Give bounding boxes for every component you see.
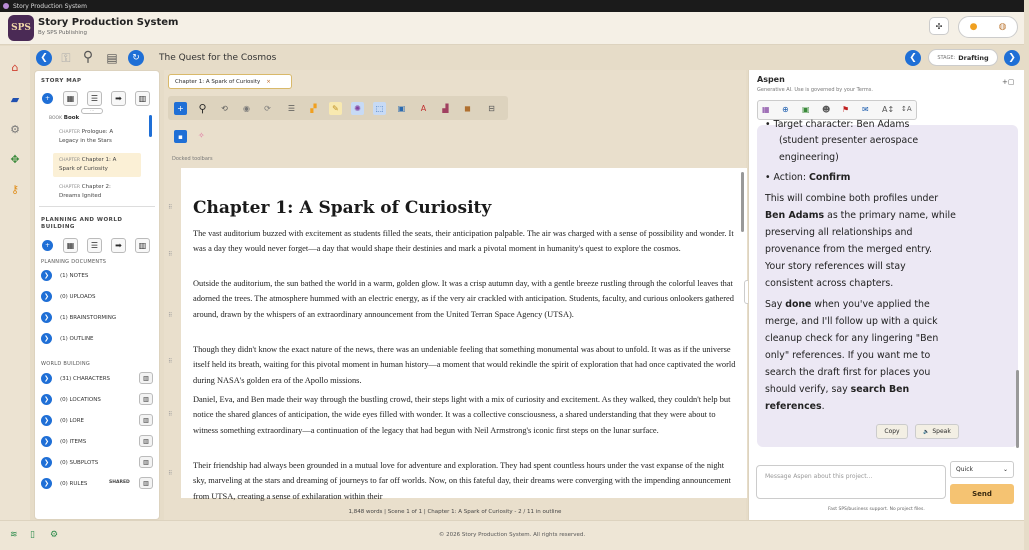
story-map-title: STORY MAP	[41, 78, 82, 84]
grid-icon[interactable]: ▦	[762, 105, 770, 114]
doc-icon[interactable]: ▥	[135, 91, 150, 106]
planning-item-uploads[interactable]: ❯ (0) UPLOADS	[41, 291, 95, 302]
expand-icon: ❯	[41, 478, 52, 489]
world-item-items[interactable]: ❯ (0) ITEMS	[41, 436, 86, 447]
message-line: consistent across chapters.	[765, 278, 894, 289]
move-icon[interactable]: ➡	[111, 91, 126, 106]
list-view-icon[interactable]: ☰	[87, 91, 102, 106]
speak-button[interactable]: 🔈 Speak	[915, 424, 959, 439]
window-title: Story Production System	[13, 2, 87, 10]
message-input[interactable]: Message Aspen about this project...	[756, 465, 946, 499]
planning-list-icon[interactable]: ☰	[87, 238, 102, 253]
app-name: Story Production System	[38, 17, 179, 28]
app-logo: SPS	[8, 15, 34, 41]
stage-label: STAGE:	[937, 54, 956, 61]
format-icon[interactable]: ⬚	[373, 102, 386, 115]
history-icon[interactable]: ⟳	[264, 104, 271, 113]
lore-doc-icon[interactable]: ▥	[139, 414, 153, 426]
expand-icon: ❯	[41, 312, 52, 323]
message-line: should verify, say search Ben	[765, 384, 910, 395]
chat-icon[interactable]: ✉	[862, 105, 869, 114]
editor-status: 1,848 words | Scene 1 of 1 | Chapter 1: A Spark of Curiosity - 2 / 11 in outline	[348, 508, 562, 515]
next-arrow-icon[interactable]: ❯	[1004, 50, 1020, 66]
globe-icon[interactable]: ⊕	[782, 105, 789, 114]
paragraph[interactable]: Their friendship had always been grounded in a mutual love for adventure and exploration. They had spent countless hours under the vast expanse of the night sky, marveling at the stars and dreaming of journeys to far off worlds. Now, on this fateful day, their dreams were converging with the impending announcement from UTSA, creating a sense of exhilaration within their	[193, 461, 731, 501]
chevron-down-icon: ⌄	[1002, 466, 1008, 473]
planning-item-brainstorming[interactable]: ❯ (1) BRAINSTORMING	[41, 312, 116, 323]
message-line: engineering)	[779, 152, 839, 163]
world-item-locations[interactable]: ❯ (0) LOCATIONS	[41, 394, 101, 405]
expand-icon: ❯	[41, 270, 52, 281]
sun-icon[interactable]: ●	[969, 22, 978, 32]
sparkle-icon[interactable]: ✧	[198, 131, 205, 140]
cookie-icon[interactable]: ◍	[998, 22, 1007, 32]
rules-doc-icon[interactable]: ▥	[139, 477, 153, 489]
app-tray-icon	[3, 3, 9, 9]
document-page[interactable]	[181, 168, 747, 501]
assistant-message	[757, 119, 1018, 447]
drag-handle-icon[interactable]: ⠿	[168, 411, 173, 418]
add-icon[interactable]: +	[174, 102, 187, 115]
search-icon[interactable]: ⚲	[82, 49, 94, 65]
expand-icon: ❯	[41, 457, 52, 468]
characters-doc-icon[interactable]: ▥	[139, 372, 153, 384]
chapter-item-chapter-1[interactable]: CHAPTER Chapter 1: A Spark of Curiosity	[59, 157, 117, 172]
theme-toggle-icon[interactable]: ✣	[929, 17, 949, 35]
locations-doc-icon[interactable]: ▥	[139, 393, 153, 405]
refresh-icon[interactable]: ↻	[128, 50, 144, 66]
divider	[39, 206, 155, 207]
message-line: provenance from the merged entry.	[765, 244, 933, 255]
window-titlebar	[0, 0, 1024, 12]
message-line: Ben Adams as the primary name, while	[765, 210, 956, 221]
editor-scrollbar[interactable]	[741, 172, 744, 232]
document-title: The Quest for the Cosmos	[159, 53, 277, 63]
app-footer	[0, 520, 1024, 550]
home-icon[interactable]: ⌂	[11, 60, 19, 74]
image-icon[interactable]: ▣	[397, 104, 406, 113]
text-size-up-icon[interactable]: A↕	[882, 105, 895, 114]
mode-value: Quick	[956, 466, 973, 473]
world-item-lore[interactable]: ❯ (0) LORE	[41, 415, 84, 426]
add-planning-icon[interactable]: +	[42, 240, 53, 251]
find-icon[interactable]: ⚲	[198, 102, 207, 115]
stage-value: Drafting	[958, 53, 989, 62]
add-chapter-icon[interactable]: +	[42, 93, 53, 104]
world-item-rules[interactable]: ❯ (0) RULES	[41, 478, 87, 489]
planning-move-icon[interactable]: ➡	[111, 238, 126, 253]
planning-item-notes[interactable]: ❯ (1) NOTES	[41, 270, 88, 281]
story-map-panel	[34, 70, 160, 520]
expand-icon: ❯	[41, 291, 52, 302]
message-line: preserving all relationships and	[765, 227, 913, 238]
tools-icon[interactable]: ✥	[10, 152, 20, 166]
undo-icon[interactable]: ⟲	[221, 104, 228, 113]
header-widgets	[958, 16, 1018, 38]
drag-handle-icon[interactable]: ⠿	[168, 312, 173, 319]
message-line: Say done when you've applied the	[765, 299, 930, 310]
subplots-doc-icon[interactable]: ▥	[139, 456, 153, 468]
tab-close-icon[interactable]: ×	[266, 78, 271, 85]
message-line: (student presenter aerospace	[779, 135, 919, 146]
story-map-scrollbar[interactable]	[149, 115, 152, 137]
chapter-item-prologue[interactable]: CHAPTER Prologue: A Legacy in the Stars	[59, 129, 114, 144]
app-header	[0, 12, 1024, 45]
message-line: references.	[765, 401, 825, 412]
message-line: search the draft first for places you	[765, 367, 931, 378]
drag-handle-icon[interactable]: ⠿	[168, 204, 173, 211]
drag-handle-icon[interactable]: ⠿	[168, 358, 173, 365]
mode-select[interactable]	[950, 461, 1014, 478]
message-line: only" references. If you want me to	[765, 350, 931, 361]
copyright-text: © 2026 Story Production System. All rights reserved.	[438, 532, 586, 538]
paragraph[interactable]: Outside the auditorium, the sun bathed the world in a warm, golden glow. It was a crisp autumn day, with a gentle breeze rustling through the colorful leaves that adorned the trees. The atmosphere hummed with an electric energy, as if the very air crackled with anticipation. Students, faculty, and curious onlookers gathered around, drawn by the whispers of an extraordinary announcement from the United Terran Space Agency (UTSA).	[193, 279, 734, 319]
message-line: • Target character: Ben Adams	[765, 119, 910, 130]
face-icon[interactable]: ☻	[822, 105, 831, 114]
chart-icon[interactable]: ▟	[442, 104, 449, 113]
font-icon[interactable]: A	[420, 104, 427, 113]
world-building-title: WORLD BUILDING	[41, 361, 91, 367]
ai-brush-icon[interactable]: ✺	[351, 102, 364, 115]
speaker-icon: 🔈	[923, 428, 930, 435]
expand-icon: ❯	[41, 373, 52, 384]
planning-item-outline[interactable]: ❯ (1) OUTLINE	[41, 333, 94, 344]
new-chat-icon[interactable]: +▢	[1002, 78, 1015, 86]
app-subtitle: By SPS Publishing	[38, 30, 87, 36]
highlight-icon[interactable]: ▞	[310, 104, 317, 113]
assistant-name: Aspen	[757, 75, 785, 84]
message-line: Your story references will stay	[765, 261, 906, 272]
copy-button[interactable]: Copy	[876, 424, 908, 439]
world-item-subplots[interactable]: ❯ (0) SUBPLOTS	[41, 457, 98, 468]
planning-print-icon[interactable]: ▦	[63, 238, 78, 253]
paragraph[interactable]: The vast auditorium buzzed with excitement as students filled the seats, their anticipation palpable. The air was charged with a sense of possibility and wonder. It was a day they would never forget—a day that would shape their destinies and mark a pivotal moment in humanity's quest to explore the cosmos.	[193, 229, 734, 254]
prev-arrow-icon[interactable]: ❮	[905, 50, 921, 66]
redo-icon[interactable]: ◉	[243, 104, 250, 113]
book-row[interactable]: BOOK Book	[49, 115, 80, 121]
books-icon[interactable]: ▰	[10, 92, 20, 106]
wifi-icon[interactable]: ≋	[10, 530, 18, 540]
text-size-down-icon[interactable]: ↕A	[901, 105, 912, 113]
back-arrow-icon[interactable]: ❮	[36, 50, 52, 66]
pen-icon[interactable]: ✎	[329, 102, 342, 115]
left-nav-strip	[0, 46, 30, 520]
save-icon[interactable]: ▪	[174, 130, 187, 143]
docked-toolbars-label: Docked toolbars	[172, 156, 213, 162]
flag-icon[interactable]: ⚑	[842, 105, 850, 114]
stage-pill[interactable]	[928, 49, 998, 66]
expand-icon: ❯	[41, 436, 52, 447]
items-doc-icon[interactable]: ▥	[139, 435, 153, 447]
key-icon[interactable]: ⚷	[10, 182, 20, 196]
message-line: cleanup check for any lingering "Ben	[765, 333, 939, 344]
chat-scrollbar[interactable]	[1016, 370, 1019, 448]
settings-icon[interactable]: ⚙	[10, 122, 20, 136]
message-line: merge, and I'll follow up with a quick	[765, 316, 938, 327]
sync-icon[interactable]: ⚙	[50, 530, 59, 540]
message-line: This will combine both profiles under	[765, 193, 939, 204]
send-button[interactable]: Send	[950, 484, 1014, 504]
planning-doc-icon[interactable]: ▥	[135, 238, 150, 253]
paragraph[interactable]: Daniel, Eva, and Ben made their way through the bustling crowd, their steps light with a mix of curiosity and excitement. As they walked, they couldn't help but notice the shared glances of anticipation, the wide eyes filled with wonder. It was a collective consciousness, a shared understanding that they were about to witness something extraordinary—a continuation of the legacy that had begun with Neil Armstrong's iconic first steps on the lunar surface.	[193, 395, 731, 435]
collapse-handle[interactable]: ⋯	[81, 108, 103, 114]
planning-title: PLANNING AND WORLD BUILDING	[41, 217, 123, 230]
expand-icon: ❯	[41, 333, 52, 344]
book-icon[interactable]: ▤	[106, 51, 118, 65]
align-icon[interactable]: ☰	[287, 104, 296, 113]
image-icon[interactable]: ▣	[802, 105, 810, 114]
tab-label: Chapter 1: A Spark of Curiosity	[175, 78, 261, 85]
layout-icon[interactable]: ▯	[30, 530, 35, 540]
chapter-item-chapter-2[interactable]: CHAPTER Chapter 2: Dreams Ignited	[59, 184, 111, 199]
message-line: • Action: Confirm	[765, 172, 851, 183]
tab-chapter-1[interactable]	[168, 74, 292, 89]
print-icon[interactable]: ▦	[63, 91, 78, 106]
drag-handle-icon[interactable]: ⠿	[168, 470, 173, 477]
drag-handle-icon[interactable]: ⠿	[168, 251, 173, 258]
support-note: Fast SPS/business support. No project files.	[828, 507, 925, 512]
box-icon[interactable]: ◼	[464, 104, 471, 113]
assistant-note: Generative AI. Use is governed by your Terms.	[757, 87, 873, 93]
planning-docs-title: PLANNING DOCUMENTS	[41, 259, 107, 265]
lock-icon[interactable]: ⚿	[61, 50, 71, 65]
chapter-heading[interactable]: Chapter 1: A Spark of Curiosity	[193, 198, 492, 218]
world-item-characters[interactable]: ❯ (31) CHARACTERS	[41, 373, 155, 384]
game-icon[interactable]: ⊟	[488, 104, 495, 113]
expand-icon: ❯	[41, 394, 52, 405]
expand-icon: ❯	[41, 415, 52, 426]
shared-badge: SHARED	[109, 480, 130, 485]
paragraph[interactable]: Though they didn't know the exact nature of the news, there was an undeniable feeling that something monumental was about to unfold. It was as if the universe itself held its breath, waiting for this pivotal moment in human history—a moment that would rekindle the spirit of exploration that had once captivated the world during NASA's golden era of the Apollo missions.	[193, 345, 736, 385]
